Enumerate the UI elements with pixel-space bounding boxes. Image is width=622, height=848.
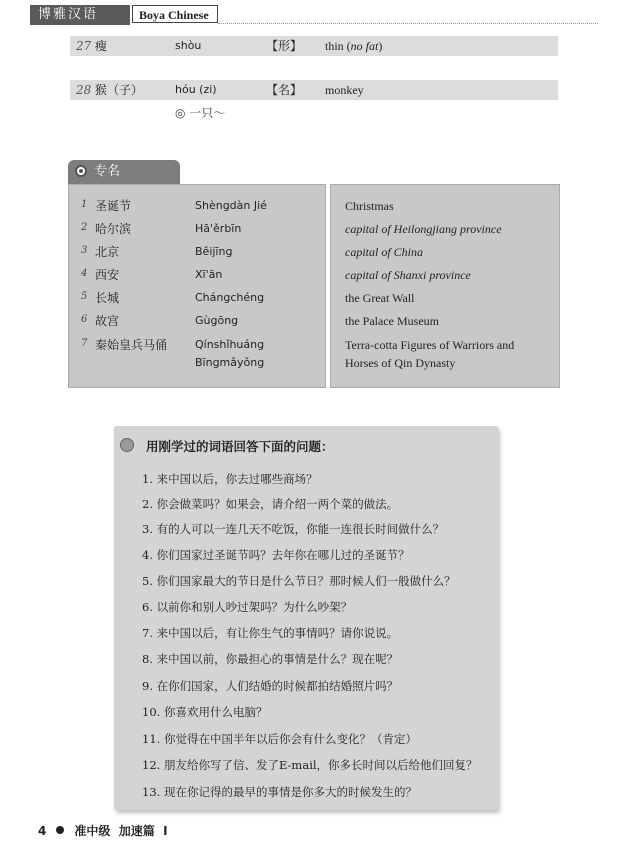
question-item: 11. 你觉得在中国半年以后你会有什么变化？（肯定） — [142, 732, 417, 746]
item-pinyin: Xī'ān — [195, 268, 223, 281]
question-item: 5. 你们国家最大的节日是什么节日？那时候人们一般做什么？ — [142, 574, 456, 588]
item-hanzi: 长城 — [95, 291, 120, 305]
vocab-example: ◎ 一只～ — [175, 106, 226, 120]
item-number: 7 — [81, 338, 88, 349]
proper-nouns-chinese-panel — [68, 184, 326, 388]
question-item: 10. 你喜欢用什么电脑？ — [142, 705, 268, 719]
item-hanzi: 北京 — [95, 245, 120, 259]
item-number: 5 — [81, 291, 88, 302]
question-item: 2. 你会做菜吗？如果会，请介绍一两个菜的做法。 — [142, 497, 399, 511]
item-hanzi: 哈尔滨 — [95, 222, 132, 236]
item-hanzi: 西安 — [95, 268, 120, 282]
bullet-icon — [75, 165, 87, 177]
question-item: 6. 以前你和别人吵过架吗？为什么吵架？ — [142, 600, 353, 614]
question-item: 7. 来中国以后，有让你生气的事情吗？请你说说。 — [142, 626, 399, 640]
item-english: capital of Heilongjiang province — [345, 222, 502, 236]
item-pinyin: Hā'ěrbīn — [195, 222, 242, 235]
pin-icon — [120, 438, 134, 452]
item-english: the Palace Museum — [345, 314, 439, 328]
item-pinyin: Qínshǐhuáng — [195, 338, 265, 351]
proper-nouns-title: 专名 — [94, 164, 121, 179]
vocab-english: monkey — [325, 83, 364, 97]
vocab-pos: 【名】 — [266, 83, 303, 97]
item-english: capital of Shanxi province — [345, 268, 471, 282]
vocab-number: 28 — [76, 83, 92, 97]
question-item: 3. 有的人可以一连几天不吃饭，你能一连很长时间做什么？ — [142, 522, 445, 536]
item-english: Terra-cotta Figures of Warriors and — [345, 338, 515, 352]
item-english-line2: Horses of Qin Dynasty — [345, 356, 456, 370]
footer-volume: 加速篇 — [118, 824, 155, 838]
question-item: 9. 在你们国家，人们结婚的时候都拍结婚照片吗？ — [142, 679, 399, 693]
brand-title: Boya Chinese — [132, 5, 218, 23]
proper-nouns-english-panel — [330, 184, 560, 388]
item-pinyin: Běijīng — [195, 245, 233, 258]
question-item: 1. 来中国以后，你去过哪些商场？ — [142, 472, 318, 486]
header-divider — [218, 23, 598, 24]
vocab-row — [70, 36, 558, 56]
item-hanzi: 秦始皇兵马俑 — [95, 338, 168, 352]
vocab-hanzi: 猴（子） — [95, 83, 144, 97]
item-number: 3 — [81, 245, 88, 256]
series-title: 博雅汉语 — [30, 5, 130, 25]
question-item: 13. 现在你记得的最早的事情是你多大的时候发生的？ — [142, 785, 417, 799]
vocab-number: 27 — [76, 39, 92, 53]
bullet-icon — [56, 826, 64, 834]
proper-nouns-tab — [68, 160, 180, 184]
vocab-pos: 【形】 — [266, 39, 303, 53]
vocab-pinyin: shòu — [175, 39, 202, 52]
item-hanzi: 圣诞节 — [95, 199, 132, 213]
item-number: 2 — [81, 222, 88, 233]
footer-part: I — [163, 824, 168, 838]
item-english: the Great Wall — [345, 291, 415, 305]
vocab-hanzi: 瘦 — [95, 39, 108, 53]
vocab-pinyin: hóu (zi) — [175, 83, 217, 96]
item-english: capital of China — [345, 245, 423, 259]
page-number: 4 — [38, 824, 47, 838]
item-pinyin-line2: Bīngmǎyǒng — [195, 356, 265, 369]
item-number: 1 — [81, 199, 88, 210]
item-pinyin: Chángchéng — [195, 291, 265, 304]
question-item: 12. 朋友给你写了信、发了E-mail，你多长时间以后给他们回复？ — [142, 758, 478, 772]
item-english: Christmas — [345, 199, 394, 213]
vocab-row — [70, 80, 558, 100]
question-item: 8. 来中国以前，你最担心的事情是什么？现在呢？ — [142, 652, 399, 666]
item-hanzi: 故宫 — [95, 314, 120, 328]
vocab-english: thin (no fat) — [325, 39, 383, 53]
page-footer — [38, 822, 168, 839]
item-pinyin: Shèngdàn Jié — [195, 199, 267, 212]
footer-level: 准中级 — [74, 824, 111, 838]
item-number: 6 — [81, 314, 88, 325]
questions-title: 用刚学过的词语回答下面的问题： — [146, 439, 334, 454]
question-item: 4. 你们国家过圣诞节吗？去年你在哪儿过的圣诞节？ — [142, 548, 410, 562]
item-number: 4 — [81, 268, 88, 279]
item-pinyin: Gùgōng — [195, 314, 239, 327]
